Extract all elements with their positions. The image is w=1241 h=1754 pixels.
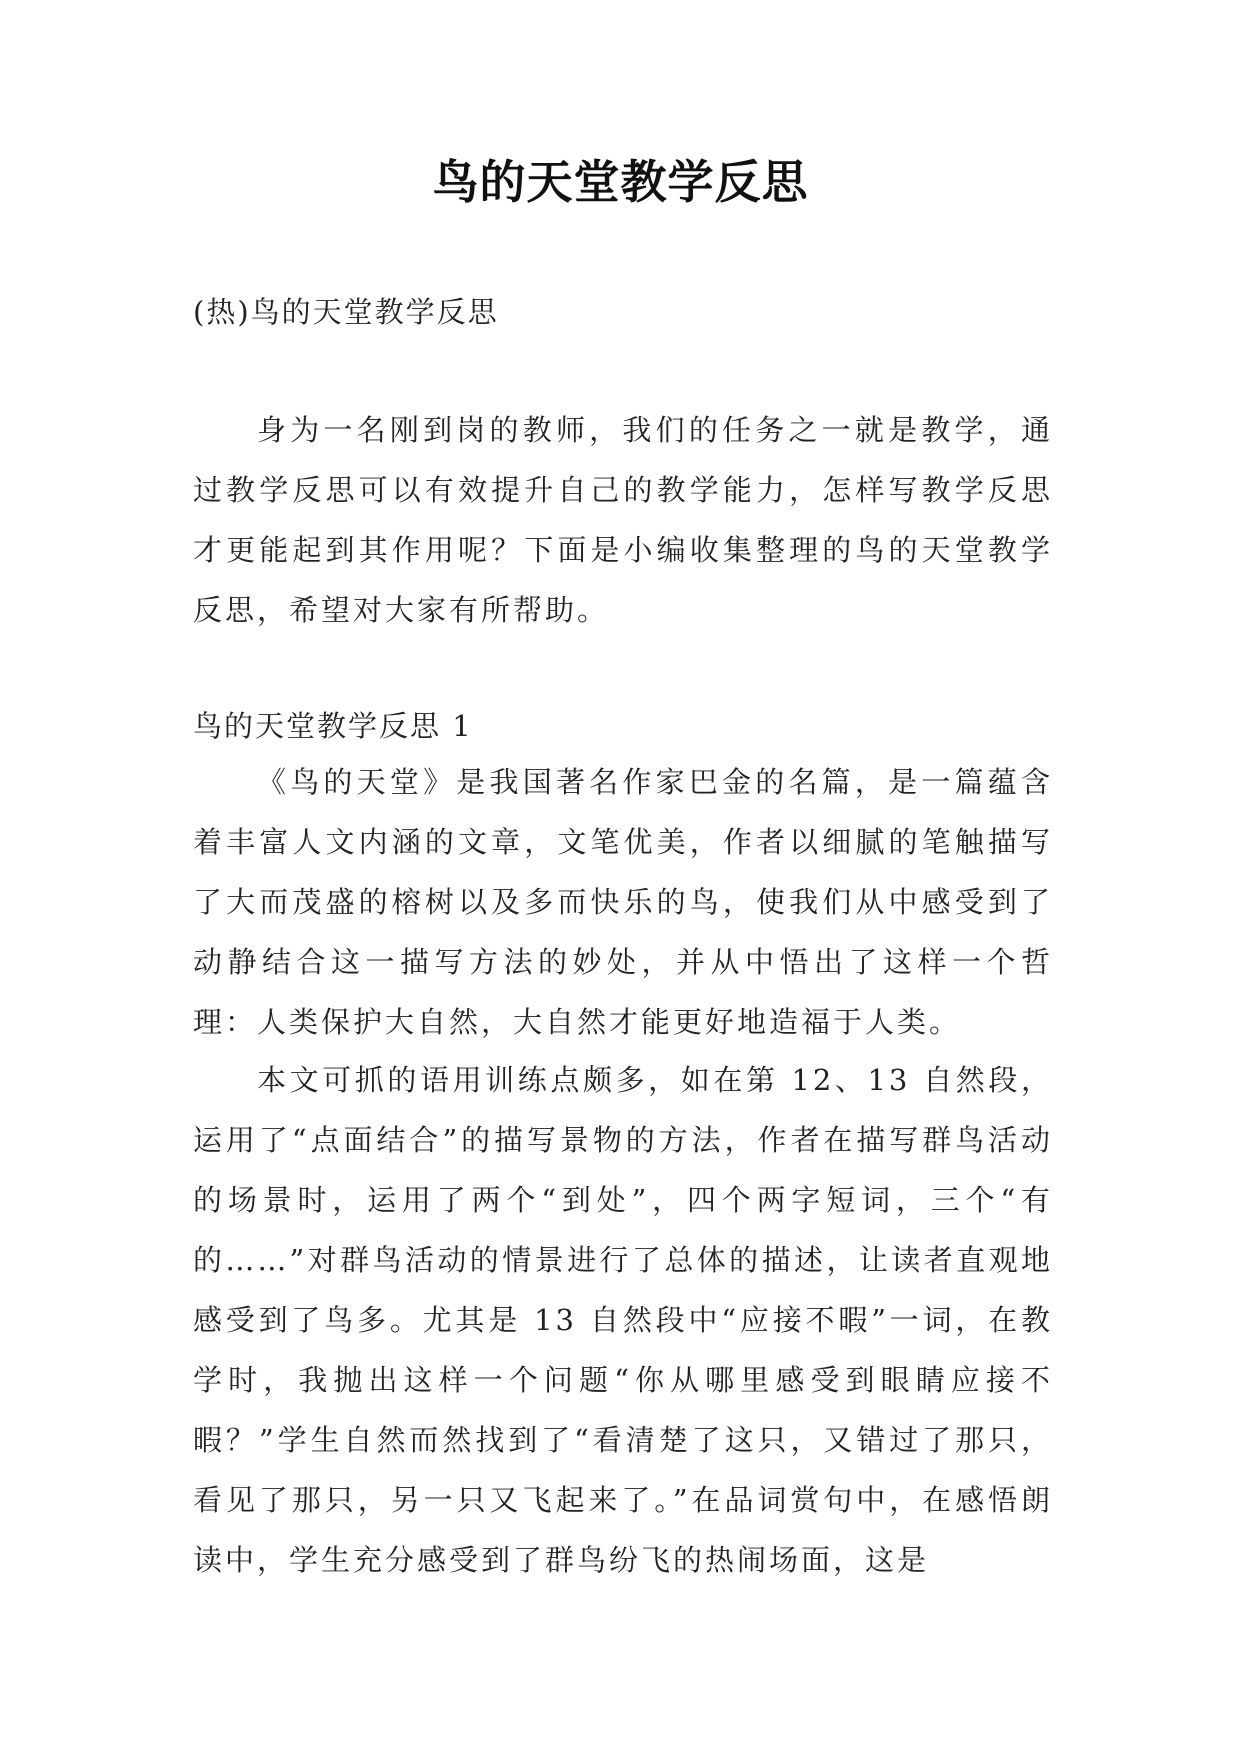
document-subtitle: (热)鸟的天堂教学反思 xyxy=(193,295,499,329)
intro-paragraph: 身为一名刚到岗的教师，我们的任务之一就是教学，通过教学反思可以有效提升自己的教学能力，怎样写教学反思才更能起到其作用呢？下面是小编收集整理的鸟的天堂教学反思，希望对大家有所帮助。 xyxy=(193,413,1053,627)
section-heading: 鸟的天堂教学反思 1 xyxy=(193,709,473,743)
body-paragraph-2: 本文可抓的语用训练点颇多，如在第 12、13 自然段，运用了“点面结合”的描写景物的方法，作者在描写群鸟活动的场景时，运用了两个“到处”，四个两字短词，三个“有的……”对群鸟活动的情景进行了总体的描述，让读者直观地感受到了鸟多。尤其是 13 自然段中“应接不暇”一词，在教学时，我抛出这样一个问题“你从哪里感受到眼睛应接不暇？”学生自然而然找到了“看清楚了这只，又错过了那只，看见了那只，另一只又飞起来了。”在品词赏句中，在感悟朗读中，学生充分感受到了群鸟纷飞的热闹场面，这是 xyxy=(193,1063,1053,1577)
document-title: 鸟的天堂教学反思 xyxy=(432,155,809,209)
body-paragraph-1: 《鸟的天堂》是我国著名作家巴金的名篇，是一篇蕴含着丰富人文内涵的文章，文笔优美，作者以细腻的笔触描写了大而茂盛的榕树以及多而快乐的鸟，使我们从中感受到了动静结合这一描写方法的妙处，并从中悟出了这样一个哲理：人类保护大自然，大自然才能更好地造福于人类。 xyxy=(193,765,1053,1039)
